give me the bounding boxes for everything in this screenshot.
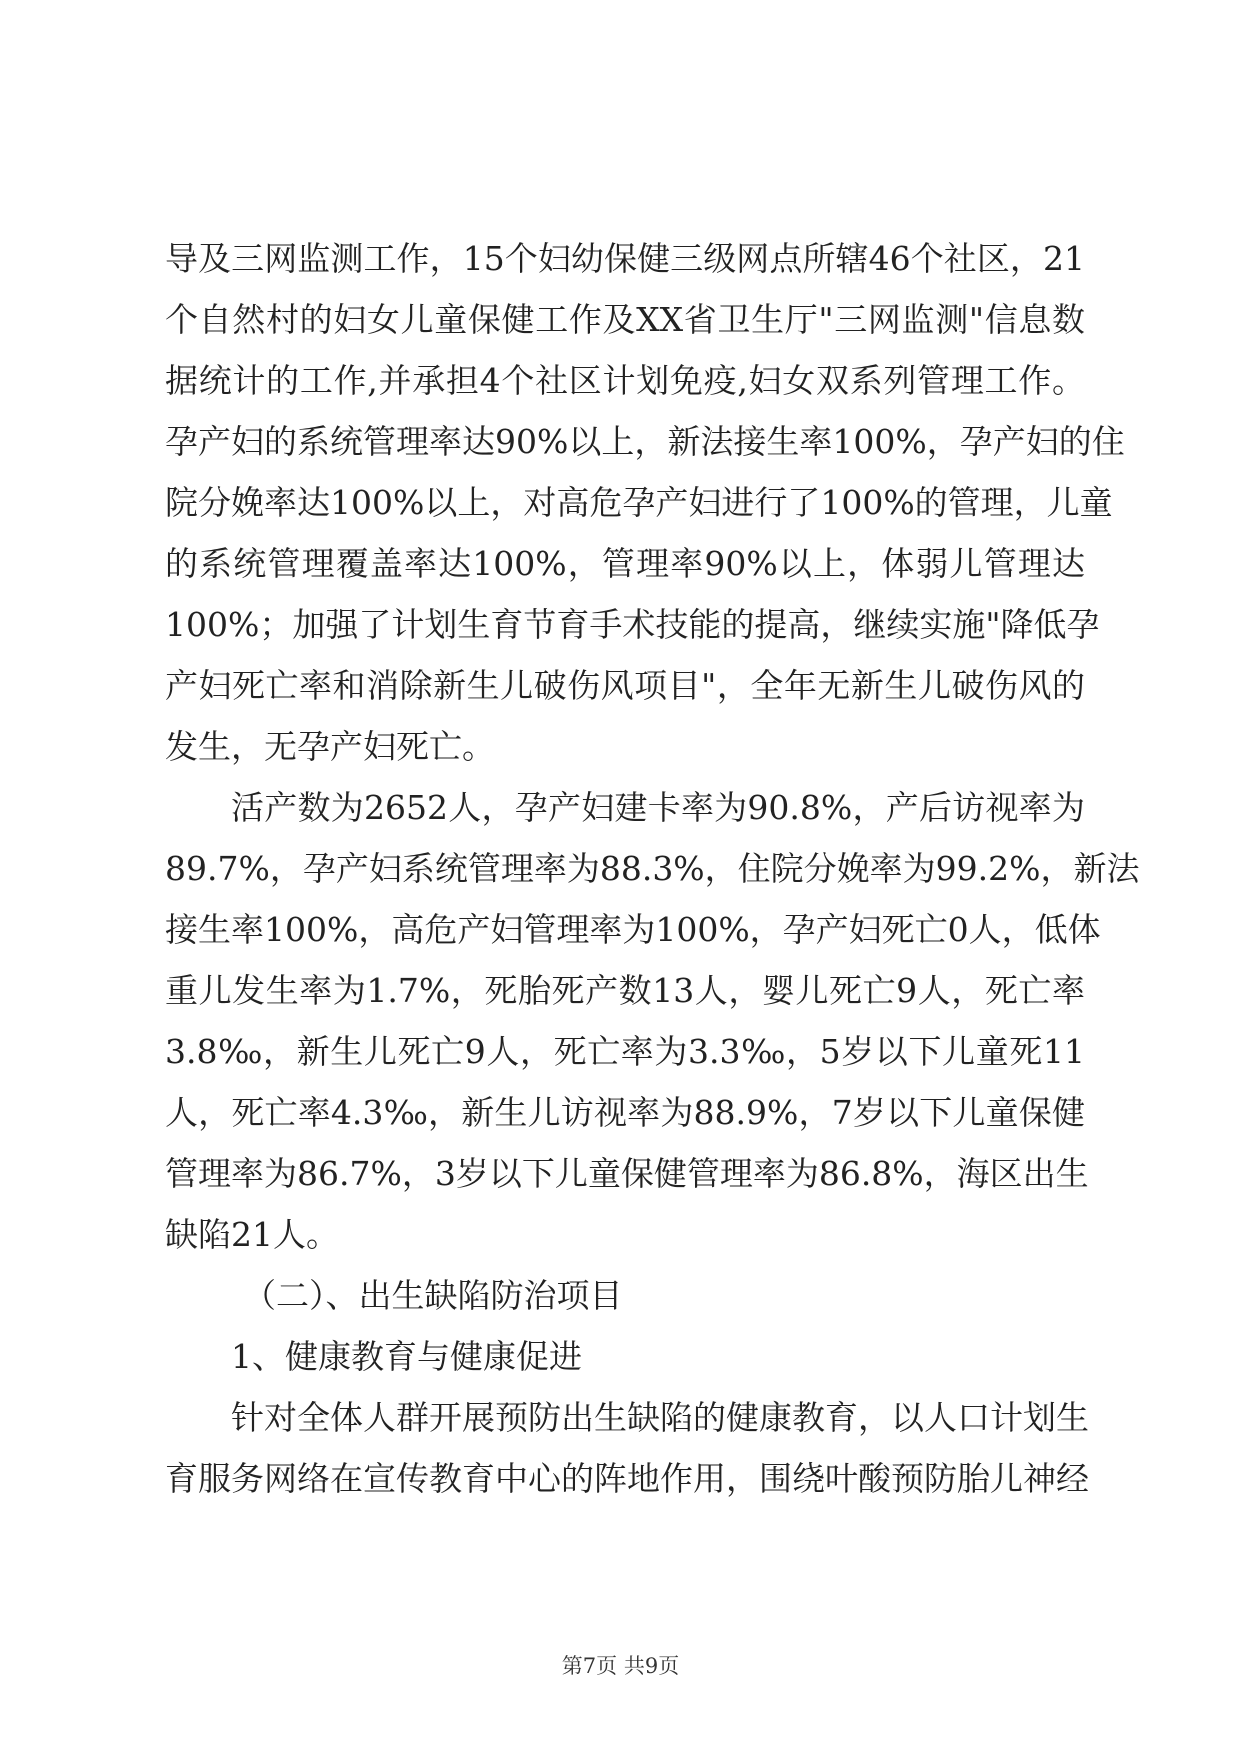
subsection-heading: 1、健康教育与健康促进 — [231, 1337, 582, 1376]
text-line: 管理率为86.7%，3岁以下儿童保健管理率为86.8%，海区出生 — [165, 1154, 1089, 1193]
section-heading: （二）、出生缺陷防治项目 — [243, 1276, 623, 1315]
text-line: 的系统管理覆盖率达100%，管理率90%以上，体弱儿管理达 — [165, 544, 1085, 583]
text-line: 人，死亡率4.3‰，新生儿访视率为88.9%，7岁以下儿童保健 — [165, 1093, 1085, 1132]
text-line: 个自然村的妇女儿童保健工作及XX省卫生厅"三网监测"信息数 — [165, 300, 1085, 339]
text-line: 育服务网络在宣传教育中心的阵地作用，围绕叶酸预防胎儿神经 — [165, 1459, 1089, 1498]
text-line: 孕产妇的系统管理率达90%以上，新法接生率100%，孕产妇的住 — [165, 422, 1125, 461]
text-line: 据统计的工作,并承担4个社区计划免疫,妇女双系列管理工作。 — [165, 361, 1085, 400]
text-line: 导及三网监测工作，15个妇幼保健三级网点所辖46个社区，21 — [165, 239, 1085, 278]
text-line: 接生率100%，高危产妇管理率为100%，孕产妇死亡0人，低体 — [165, 910, 1101, 949]
paragraph-first-line: 针对全体人群开展预防出生缺陷的健康教育，以人口计划生 — [231, 1398, 1089, 1437]
text-line: 3.8‰，新生儿死亡9人，死亡率为3.3‰，5岁以下儿童死11 — [165, 1032, 1085, 1071]
text-line: 89.7%，孕产妇系统管理率为88.3%，住院分娩率为99.2%，新法 — [165, 849, 1140, 888]
text-line: 产妇死亡率和消除新生儿破伤风项目"，全年无新生儿破伤风的 — [165, 666, 1085, 705]
text-line: 重儿发生率为1.7%，死胎死产数13人，婴儿死亡9人，死亡率 — [165, 971, 1085, 1010]
page-footer: 第7页 共9页 — [561, 1654, 680, 1678]
text-line: 100%；加强了计划生育节育手术技能的提高，继续实施"降低孕 — [165, 605, 1100, 644]
paragraph-first-line: 活产数为2652人，孕产妇建卡率为90.8%，产后访视率为 — [231, 788, 1085, 827]
text-line: 发生，无孕产妇死亡。 — [165, 727, 495, 766]
text-line: 院分娩率达100%以上，对高危孕产妇进行了100%的管理，儿童 — [165, 483, 1113, 522]
document-body — [165, 228, 1140, 1509]
text-line: 缺陷21人。 — [165, 1215, 339, 1254]
